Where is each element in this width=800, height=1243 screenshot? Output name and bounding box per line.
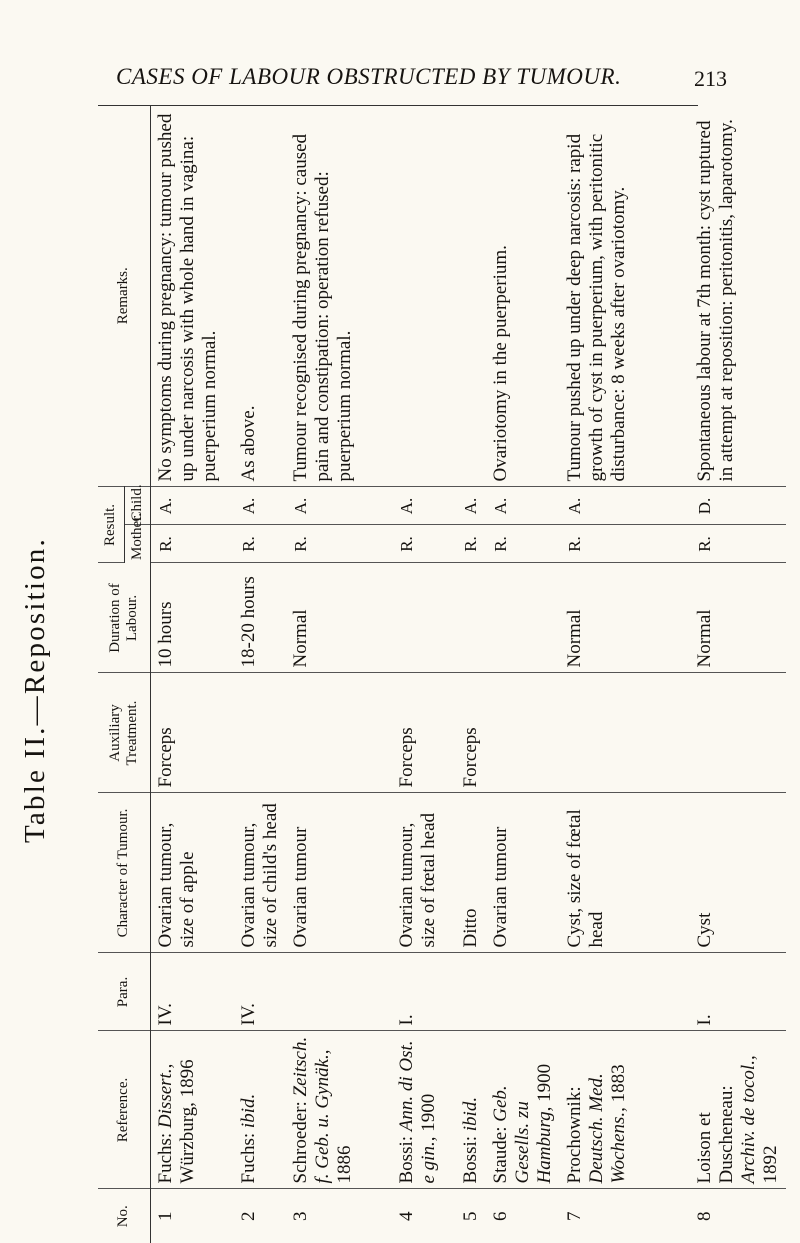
cell-child: A. [150, 487, 234, 525]
cell-duration: Normal [286, 563, 392, 673]
cell-child: A. [486, 487, 560, 525]
reference-source: Ann. di Ost. e gin., [396, 1040, 439, 1184]
cell-auxiliary [690, 673, 786, 793]
cell-auxiliary [286, 673, 392, 793]
cell-mother: R. [486, 525, 560, 563]
cell-duration: Normal [690, 563, 786, 673]
cell-reference [150, 1031, 234, 1189]
cell-auxiliary [234, 673, 286, 793]
cell-auxiliary: Forceps [456, 673, 486, 793]
cell-duration: Normal [560, 563, 690, 673]
page-number: 213 [694, 66, 727, 91]
reference-year: Würzburg, 1896 [176, 1059, 198, 1184]
page-header [0, 62, 800, 102]
cell-duration [392, 563, 456, 673]
table-row [150, 105, 234, 1243]
cell-mother: R. [286, 525, 392, 563]
reference-source: Dissert., [154, 1063, 176, 1129]
cell-no: 6 [490, 1211, 511, 1221]
table-row [690, 105, 786, 1243]
cell-para [560, 953, 690, 1031]
cell-duration [486, 563, 560, 673]
col-duration: Duration of Labour. [98, 563, 150, 673]
reference-author: Loison et Duscheneau: [694, 1085, 737, 1184]
cell-remarks: Spontaneous labour at 7th month: cyst ruptured in attempt at reposition: peritonitis, laparotomy. [690, 105, 786, 487]
table-row [234, 105, 286, 1243]
cell-no: 7 [564, 1211, 585, 1221]
cell-duration: 10 hours [150, 563, 234, 673]
reference-year: 1883 [608, 1064, 629, 1108]
cell-duration: 18-20 hours [234, 563, 286, 673]
reference-year: 1892 [760, 1145, 781, 1184]
cell-duration [456, 563, 486, 673]
cell-character: Ditto [456, 793, 486, 953]
table-title: Table II.—Reposition. [19, 537, 51, 843]
col-child: Child. [124, 487, 150, 525]
col-reference: Reference. [98, 1031, 150, 1189]
table-row [286, 105, 392, 1243]
col-auxiliary: Auxiliary Treatment. [98, 673, 150, 793]
col-para: Para. [98, 953, 150, 1031]
reference-author: Bossi: [396, 1131, 417, 1184]
table-body [150, 105, 786, 1243]
cell-mother: R. [456, 525, 486, 563]
table-row [456, 105, 486, 1243]
table-row [486, 105, 560, 1243]
reference-author: Prochownik: [564, 1086, 585, 1184]
cell-para: I. [690, 953, 786, 1031]
cell-reference [486, 1031, 560, 1189]
cell-character: Ovarian tumour, size of apple [150, 793, 234, 953]
reference-author: Fuchs: [238, 1128, 259, 1184]
cell-remarks: No symptoms during pregnancy: tumour pushed up under narcosis with whole hand in vagina: puerperium normal. [150, 105, 234, 487]
cell-para [486, 953, 560, 1031]
reference-year: 1900 [534, 1063, 555, 1107]
cell-para [456, 953, 486, 1031]
cell-character: Cyst, size of fœtal head [560, 793, 690, 953]
cell-child: A. [456, 487, 486, 525]
cell-child: A. [234, 487, 286, 525]
reference-source: Geb. Gesells. zu Hamburg, [490, 1085, 555, 1184]
cell-child: A. [286, 487, 392, 525]
reposition-table-wrapper [98, 105, 781, 1243]
col-no: No. [98, 1189, 150, 1243]
cell-remarks: Ovariotomy in the puerperium. [486, 105, 560, 487]
cell-reference [690, 1031, 786, 1189]
cell-no: 1 [154, 1211, 176, 1221]
table-row [392, 105, 456, 1243]
col-remarks: Remarks. [98, 105, 150, 487]
table-row [560, 105, 690, 1243]
reference-author: Staude: [490, 1121, 511, 1184]
reference-source: Archiv. de tocol., [738, 1055, 759, 1184]
cell-para: IV. [234, 953, 286, 1031]
cell-reference [234, 1031, 286, 1189]
col-character: Character of Tumour. [98, 793, 150, 953]
cell-remarks: As above. [234, 105, 286, 487]
reference-source: Deutsch. Med. Wochens., [586, 1073, 629, 1184]
col-result: Result. [98, 487, 124, 563]
reference-source: ibid. [238, 1093, 259, 1129]
cell-character: Cyst [690, 793, 786, 953]
reference-source: ibid. [460, 1096, 481, 1132]
cell-mother: R. [150, 525, 234, 563]
cell-no: 8 [694, 1211, 715, 1221]
cell-reference [560, 1031, 690, 1189]
reposition-table [98, 105, 786, 1243]
cell-child: A. [560, 487, 690, 525]
cell-auxiliary [486, 673, 560, 793]
cell-character: Ovarian tumour [286, 793, 392, 953]
cell-mother: R. [392, 525, 456, 563]
cell-para: I. [392, 953, 456, 1031]
reference-source: Zeitsch. f. Geb. u. Gynäk., [290, 1036, 333, 1184]
reference-author: Fuchs: [154, 1128, 176, 1184]
cell-remarks [456, 105, 486, 487]
cell-no: 5 [460, 1211, 481, 1221]
cell-para [286, 953, 392, 1031]
cell-auxiliary: Forceps [392, 673, 456, 793]
reference-year: 1900 [418, 1093, 439, 1137]
cell-remarks: Tumour pushed up under deep narcosis: rapid growth of cyst in puerperium, with peritonitic disturbance: 8 weeks after ovariotomy. [560, 105, 690, 487]
cell-mother: R. [690, 525, 786, 563]
cell-remarks: Tumour recognised during pregnancy: caused pain and constipation: operation refused: puerperium normal. [286, 105, 392, 487]
cell-reference [286, 1031, 392, 1189]
cell-character: Ovarian tumour, size of fœtal head [392, 793, 456, 953]
reference-author: Schroeder: [290, 1096, 311, 1184]
col-mother: Mother. [124, 525, 150, 563]
reference-year: 1886 [334, 1145, 355, 1184]
cell-character: Ovarian tumour, size of child's head [234, 793, 286, 953]
cell-child: A. [392, 487, 456, 525]
cell-auxiliary [560, 673, 690, 793]
cell-reference [456, 1031, 486, 1189]
cell-auxiliary: Forceps [150, 673, 234, 793]
cell-mother: R. [234, 525, 286, 563]
cell-reference [392, 1031, 456, 1189]
cell-child: D. [690, 487, 786, 525]
cell-mother: R. [560, 525, 690, 563]
cell-character: Ovarian tumour [486, 793, 560, 953]
cell-remarks [392, 105, 456, 487]
cell-para: IV. [150, 953, 234, 1031]
running-title: CASES OF LABOUR OBSTRUCTED BY TUMOUR. [116, 64, 622, 89]
cell-no: 4 [396, 1211, 417, 1221]
cell-no: 3 [290, 1211, 311, 1221]
cell-no: 2 [238, 1211, 259, 1221]
reference-author: Bossi: [460, 1131, 481, 1184]
